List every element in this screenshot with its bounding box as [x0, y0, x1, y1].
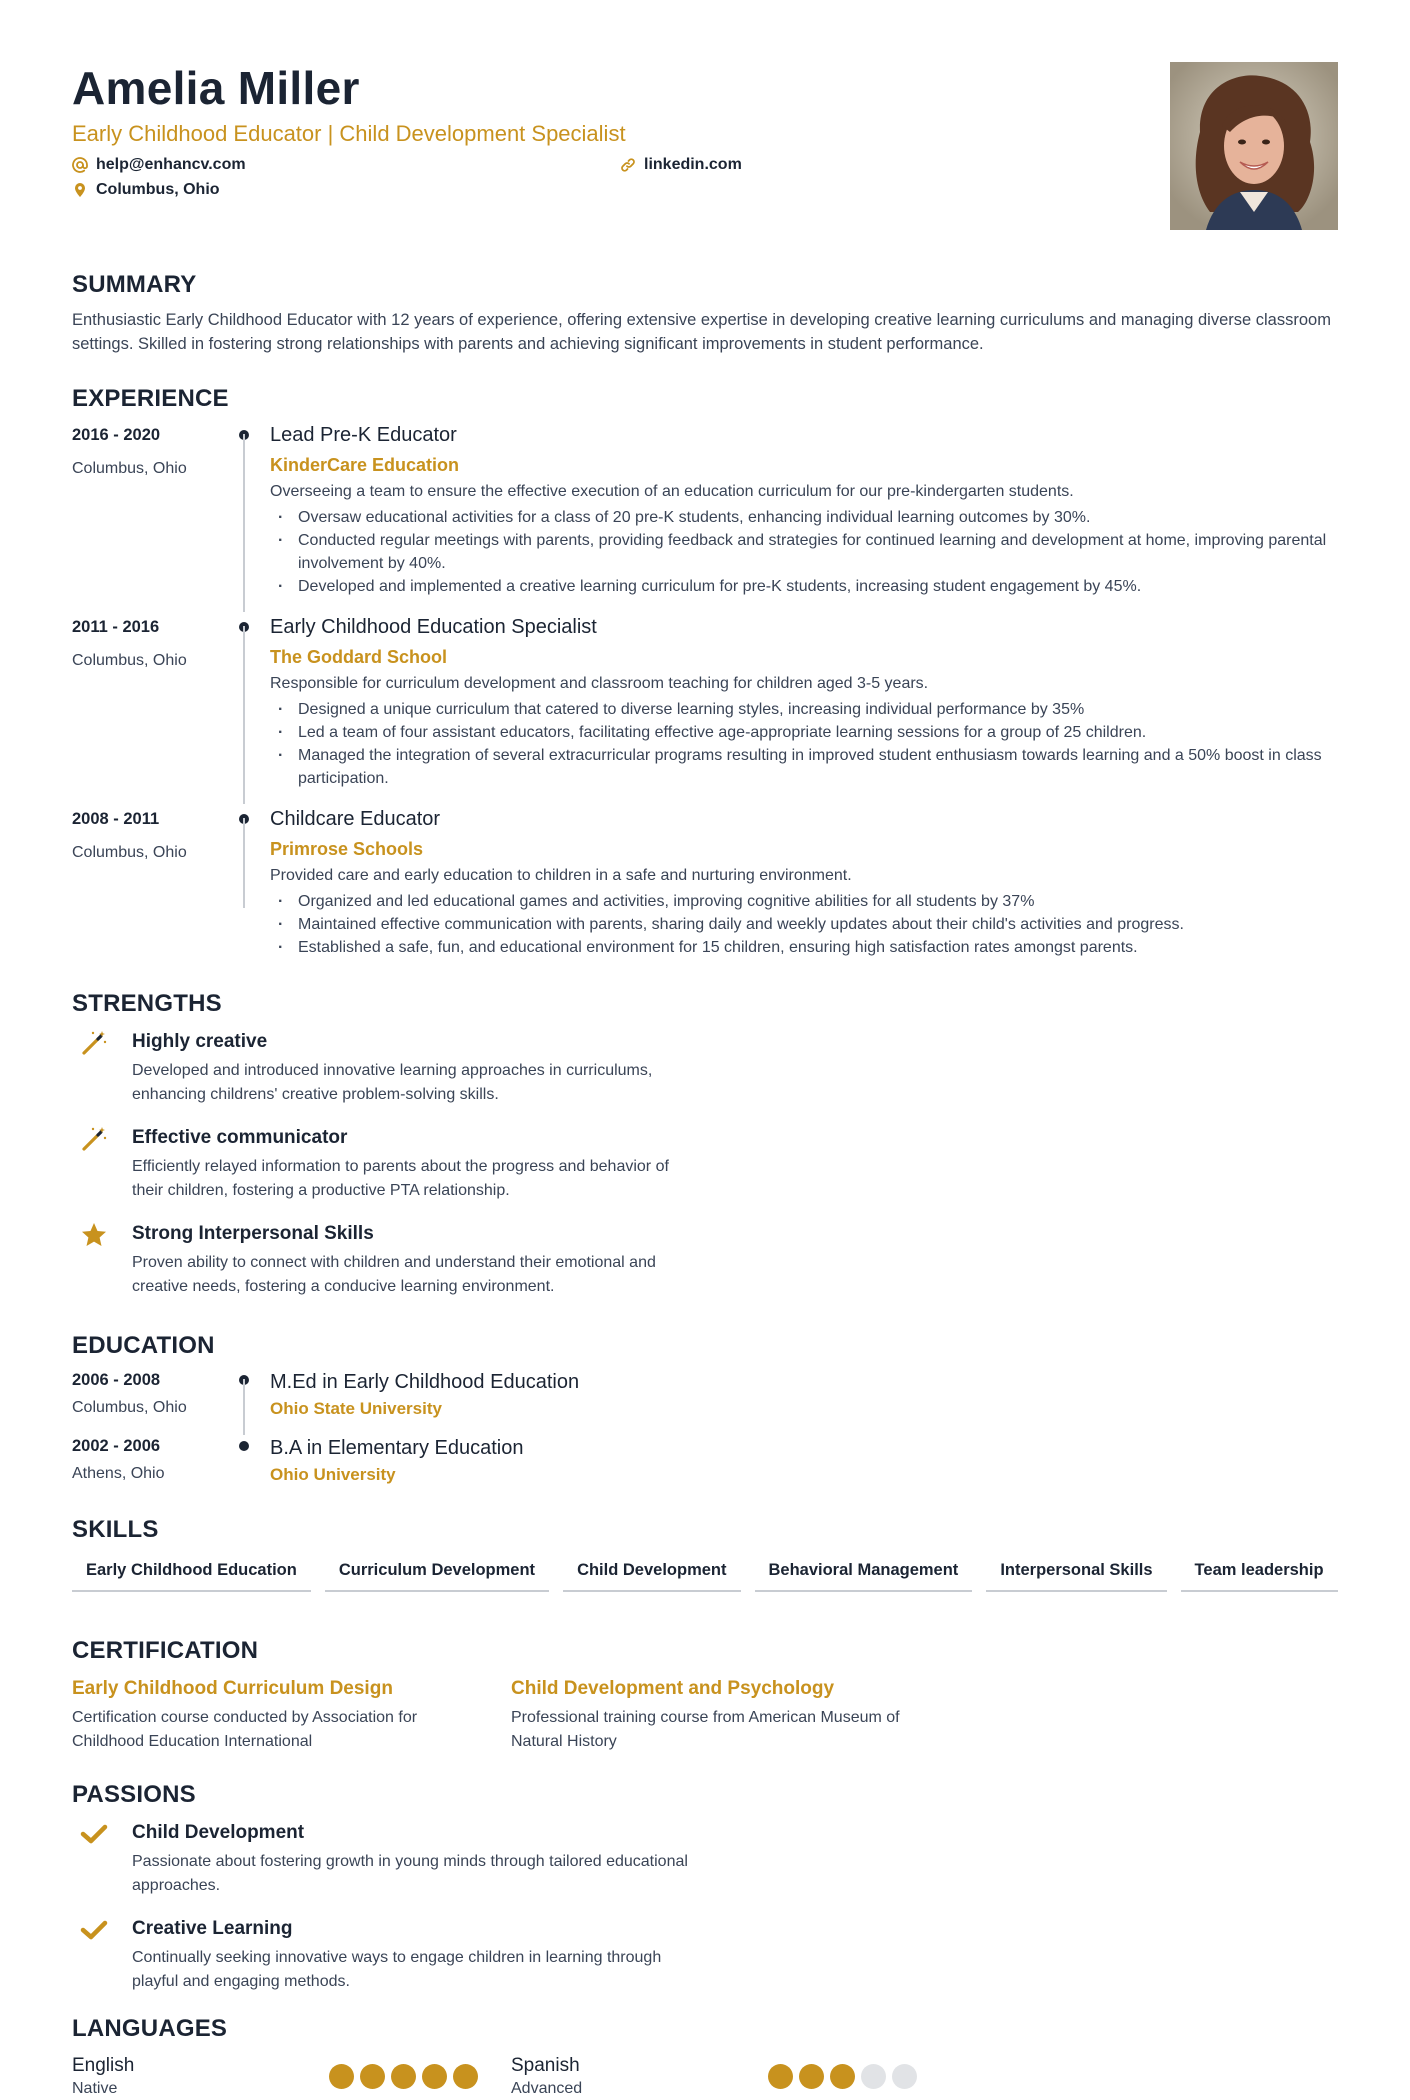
- rating-dot-filled: [360, 2064, 385, 2089]
- certification-section: [72, 1636, 1338, 1754]
- passions-title: PASSIONS: [72, 1781, 196, 1808]
- education-title: EDUCATION: [72, 1332, 215, 1359]
- timeline-rail: [234, 1369, 270, 1421]
- rating-dot-filled: [453, 2064, 478, 2089]
- experience-bullets: [270, 890, 1338, 959]
- candidate-headline: Early Childhood Educator | Child Development Specialist: [72, 121, 626, 146]
- email-text: help@enhancv.com: [96, 156, 246, 173]
- summary-title: SUMMARY: [72, 271, 197, 298]
- experience-dates: 2011 - 2016: [72, 618, 160, 636]
- skill-tag: Interpersonal Skills: [986, 1561, 1166, 1592]
- strength-item: [72, 1029, 730, 1107]
- strengths-title: STRENGTHS: [72, 990, 222, 1017]
- certification-item: [511, 1676, 950, 1754]
- experience-title: EXPERIENCE: [72, 385, 229, 412]
- passion-description: Passionate about fostering growth in young minds through tailored educational approaches.: [132, 1853, 688, 1894]
- skill-tag: Curriculum Development: [325, 1561, 549, 1592]
- resume-header: [72, 60, 1338, 230]
- skills-list: [72, 1561, 1338, 1592]
- timeline-rail: [234, 804, 270, 959]
- strengths-section: [72, 989, 1338, 1317]
- magic-wand-icon: [80, 1029, 108, 1057]
- link-icon: [620, 157, 636, 173]
- skills-section: [72, 1515, 1338, 1592]
- experience-item: [72, 612, 1338, 790]
- certification-title: CERTIFICATION: [72, 1637, 259, 1664]
- experience-description: Provided care and early education to children in a safe and nurturing environment.: [270, 867, 852, 884]
- education-location: Columbus, Ohio: [72, 1399, 187, 1416]
- candidate-name: Amelia Miller: [72, 62, 360, 114]
- experience-section: [72, 384, 1338, 959]
- passions-grid: [72, 1820, 1338, 2012]
- strength-title: Strong Interpersonal Skills: [132, 1223, 374, 1244]
- experience-list: [72, 420, 1338, 959]
- education-degree: B.A in Elementary Education: [270, 1437, 524, 1459]
- bullet-item: · Organized and led educational games and activities, improving cognitive abilities for all students by 37%: [270, 890, 1338, 913]
- location-pin-icon: [72, 182, 88, 198]
- magic-wand-icon: [80, 1125, 108, 1153]
- experience-role: Early Childhood Education Specialist: [270, 616, 597, 638]
- strength-title: Highly creative: [132, 1031, 268, 1052]
- contact-location: [72, 181, 220, 199]
- languages-section: [72, 2014, 1338, 2100]
- contact-info: [72, 156, 1338, 212]
- rating-dot-empty: [861, 2064, 886, 2089]
- language-name: English: [72, 2055, 135, 2076]
- education-school: Ohio State University: [270, 1399, 442, 1418]
- rating-dot-filled: [422, 2064, 447, 2089]
- strength-description: Developed and introduced innovative learning approaches in curriculums, enhancing childrens' creative problem-solving skills.: [132, 1062, 653, 1103]
- strength-item: [72, 1125, 730, 1203]
- rating-dot-filled: [391, 2064, 416, 2089]
- certification-list: [72, 1676, 1338, 1754]
- education-location: Athens, Ohio: [72, 1465, 165, 1482]
- certification-name: Child Development and Psychology: [511, 1678, 835, 1699]
- at-sign-icon: [72, 157, 88, 173]
- passion-item: [72, 1916, 730, 1994]
- education-degree: M.Ed in Early Childhood Education: [270, 1371, 580, 1393]
- summary-text: Enthusiastic Early Childhood Educator with 12 years of experience, offering extensive expertise in developing creative learning curriculums and managing diverse classroom settings. Skilled in fostering strong relationships with parents and achieving significant improvements in student performance.: [72, 311, 1331, 353]
- strength-item: [72, 1221, 730, 1299]
- language-level: Native: [72, 2080, 118, 2097]
- timeline-rail: [234, 612, 270, 790]
- linkedin-text: linkedin.com: [644, 156, 742, 173]
- education-section: [72, 1331, 1338, 1487]
- certification-description: Certification course conducted by Association for Childhood Education International: [72, 1709, 418, 1750]
- skills-title: SKILLS: [72, 1516, 159, 1543]
- passion-description: Continually seeking innovative ways to engage children in learning through playful and engaging methods.: [132, 1949, 662, 1990]
- contact-linkedin[interactable]: [620, 156, 742, 174]
- experience-description: Responsible for curriculum development and classroom teaching for children aged 3-5 years.: [270, 675, 929, 692]
- summary-section: [72, 270, 1338, 356]
- skill-tag: Early Childhood Education: [72, 1561, 311, 1592]
- strength-title: Effective communicator: [132, 1127, 348, 1148]
- language-item: [511, 2054, 950, 2100]
- experience-company: KinderCare Education: [270, 455, 460, 475]
- certification-description: Professional training course from American Museum of Natural History: [511, 1709, 900, 1750]
- profile-photo: [1170, 62, 1338, 230]
- experience-company: Primrose Schools: [270, 839, 424, 859]
- education-item: [72, 1435, 1338, 1487]
- experience-dates: 2008 - 2011: [72, 810, 160, 828]
- experience-item: [72, 420, 1338, 598]
- experience-dates: 2016 - 2020: [72, 426, 161, 444]
- experience-bullets: [270, 698, 1338, 790]
- certification-item: [72, 1676, 511, 1754]
- certification-name: Early Childhood Curriculum Design: [72, 1678, 393, 1699]
- bullet-item: · Managed the integration of several extracurricular programs resulting in improved student enthusiasm towards learning and a 50% boost in class participation.: [270, 744, 1338, 790]
- education-item: [72, 1369, 1338, 1421]
- timeline-rail: [234, 420, 270, 598]
- experience-bullets: [270, 506, 1338, 598]
- bullet-item: · Established a safe, fun, and educational environment for 15 children, ensuring high satisfaction rates amongst parents.: [270, 936, 1338, 959]
- language-rating: [768, 2054, 917, 2100]
- languages-list: [72, 2054, 1338, 2100]
- bullet-item: · Maintained effective communication with parents, sharing daily and weekly updates about their child's activities and progress.: [270, 913, 1338, 936]
- passion-item: [72, 1820, 730, 1898]
- experience-location: Columbus, Ohio: [72, 652, 187, 669]
- passion-title: Creative Learning: [132, 1918, 293, 1939]
- education-dates: 2002 - 2006: [72, 1437, 161, 1455]
- language-level: Advanced: [511, 2080, 583, 2097]
- education-dates: 2006 - 2008: [72, 1371, 161, 1389]
- experience-item: [72, 804, 1338, 959]
- rating-dot-filled: [799, 2064, 824, 2089]
- bullet-item: · Designed a unique curriculum that catered to diverse learning styles, increasing individual performance by 35%: [270, 698, 1338, 721]
- location-text: Columbus, Ohio: [96, 181, 220, 198]
- rating-dot-empty: [892, 2064, 917, 2089]
- experience-location: Columbus, Ohio: [72, 460, 187, 477]
- languages-title: LANGUAGES: [72, 2015, 228, 2042]
- experience-description: Overseeing a team to ensure the effective execution of an education curriculum for our pre-kindergarten students.: [270, 483, 1074, 500]
- bullet-item: · Oversaw educational activities for a class of 20 pre-K students, enhancing individual learning outcomes by 30%.: [270, 506, 1338, 529]
- passions-section: [72, 1780, 1338, 2012]
- experience-location: Columbus, Ohio: [72, 844, 187, 861]
- checkmark-icon: [80, 1820, 108, 1848]
- checkmark-icon: [80, 1916, 108, 1944]
- timeline-rail: [234, 1435, 270, 1487]
- education-school: Ohio University: [270, 1465, 396, 1484]
- skill-tag: Team leadership: [1181, 1561, 1338, 1592]
- rating-dot-filled: [768, 2064, 793, 2089]
- language-item: [72, 2054, 511, 2100]
- skill-tag: Behavioral Management: [755, 1561, 973, 1592]
- strength-description: Proven ability to connect with children and understand their emotional and creative needs, fostering a conducive learning environment.: [132, 1254, 656, 1295]
- strengths-grid: [72, 1029, 1338, 1317]
- language-rating: [329, 2054, 478, 2100]
- skill-tag: Child Development: [563, 1561, 740, 1592]
- strength-description: Efficiently relayed information to parents about the progress and behavior of their children, fostering a productive PTA relationship.: [132, 1158, 669, 1199]
- language-name: Spanish: [511, 2055, 580, 2076]
- rating-dot-filled: [329, 2064, 354, 2089]
- experience-role: Lead Pre-K Educator: [270, 424, 457, 446]
- bullet-item: · Conducted regular meetings with parents, providing feedback and strategies for continued learning and development at home, improving parental involvement by 40%.: [270, 529, 1338, 575]
- bullet-item: · Led a team of four assistant educators, facilitating effective age-appropriate learning sessions for a group of 25 children.: [270, 721, 1338, 744]
- star-icon: [80, 1221, 108, 1249]
- contact-email[interactable]: [72, 156, 246, 174]
- passion-title: Child Development: [132, 1822, 305, 1843]
- bullet-item: · Developed and implemented a creative learning curriculum for pre-K students, increasing student engagement by 45%.: [270, 575, 1338, 598]
- education-list: [72, 1369, 1338, 1487]
- rating-dot-filled: [830, 2064, 855, 2089]
- experience-company: The Goddard School: [270, 647, 448, 667]
- experience-role: Childcare Educator: [270, 808, 441, 830]
